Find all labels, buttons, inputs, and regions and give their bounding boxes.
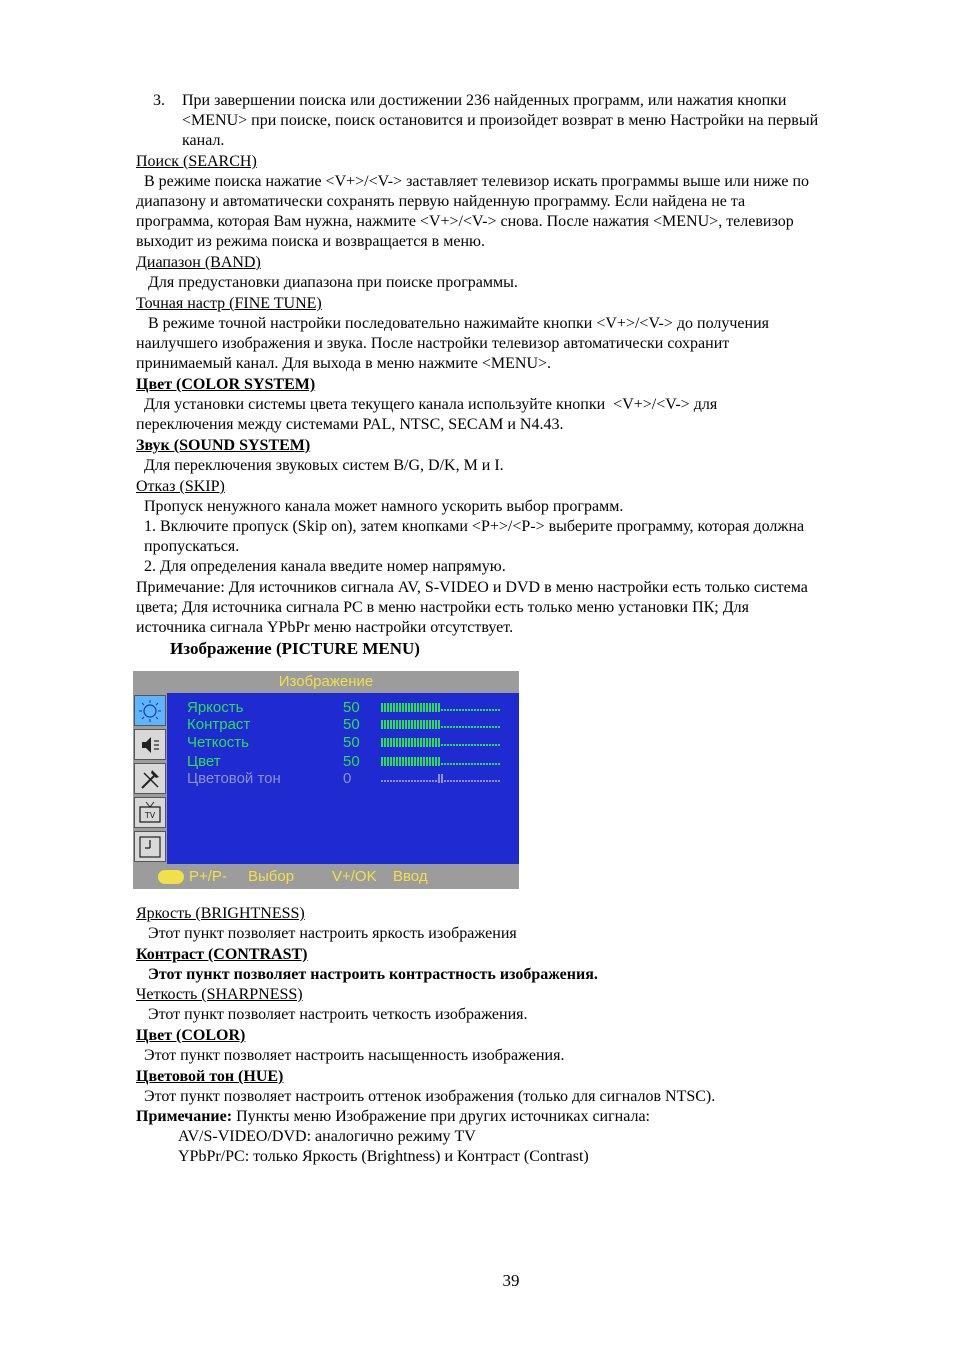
level-segment <box>414 703 416 712</box>
paragraph-line: Этот пункт позволяет настроить оттенок изображения (только для сигналов NTSC). <box>136 1088 716 1105</box>
level-segment <box>435 738 437 747</box>
level-dot <box>462 763 464 765</box>
osd-row-label: Цвет <box>187 753 221 770</box>
level-dot <box>444 744 446 746</box>
level-segment <box>387 738 389 747</box>
level-dot <box>498 744 500 746</box>
level-segment <box>402 757 404 766</box>
level-segment <box>417 703 419 712</box>
tab-settings[interactable] <box>134 763 166 794</box>
level-dot <box>483 744 485 746</box>
level-dot <box>498 780 500 782</box>
paragraph-line: В режиме поиска нажатие <V+>/<V-> заставляет телевизор искать программы выше или ниже по <box>136 173 810 190</box>
level-segment <box>432 738 434 747</box>
level-dot <box>444 780 446 782</box>
level-segment <box>435 757 437 766</box>
paragraph-line: диапазону и автоматически сохранять первую найденную программу. Если найдена не та <box>136 193 746 210</box>
level-dot <box>435 780 437 782</box>
paragraph-line: программа, которая Вам нужна, нажмите <V+>/<V-> снова. После нажатия <MENU>, телевизор <box>136 213 794 230</box>
note-line: Примечание: Для источников сигнала AV, S-VIDEO и DVD в меню настройки есть только система <box>136 579 808 596</box>
level-dot <box>474 726 476 728</box>
level-segment <box>417 720 419 729</box>
level-dot <box>441 763 443 765</box>
level-segment <box>408 703 410 712</box>
level-dot <box>465 780 467 782</box>
level-dot <box>471 744 473 746</box>
level-bar <box>381 703 499 713</box>
level-dot <box>387 780 389 782</box>
paragraph-line: Этот пункт позволяет настроить насыщенность изображения. <box>136 1047 565 1064</box>
level-segment <box>402 738 404 747</box>
level-dot <box>468 709 470 711</box>
tab-timer[interactable] <box>134 831 166 862</box>
level-dot <box>480 780 482 782</box>
level-segment <box>420 757 422 766</box>
level-bar <box>381 757 499 767</box>
level-dot <box>393 780 395 782</box>
level-dot <box>426 780 428 782</box>
level-segment <box>387 720 389 729</box>
paragraph-line: В режиме точной настройки последовательно нажимайте кнопки <V+>/<V-> до получения <box>136 315 769 332</box>
select-keys: P+/P- <box>189 868 227 885</box>
level-dot <box>483 763 485 765</box>
level-segment <box>411 738 413 747</box>
color-system-heading: Цвет (COLOR SYSTEM) <box>136 376 316 393</box>
level-dot <box>447 726 449 728</box>
level-segment <box>390 720 392 729</box>
level-segment <box>402 720 404 729</box>
level-dot <box>468 763 470 765</box>
level-dot <box>444 709 446 711</box>
level-segment <box>420 703 422 712</box>
clock-icon <box>138 835 162 859</box>
level-dot <box>489 709 491 711</box>
level-segment <box>438 774 440 783</box>
level-dot <box>411 780 413 782</box>
level-dot <box>486 726 488 728</box>
level-segment <box>423 738 425 747</box>
level-dot <box>498 726 500 728</box>
level-bar <box>381 738 499 748</box>
level-segment <box>411 757 413 766</box>
level-dot <box>489 763 491 765</box>
level-dot <box>471 709 473 711</box>
level-segment <box>438 738 440 747</box>
level-segment <box>384 720 386 729</box>
tab-tv[interactable] <box>134 797 166 828</box>
search-heading: Поиск (SEARCH) <box>136 153 257 170</box>
level-segment <box>399 738 401 747</box>
level-dot <box>495 744 497 746</box>
level-dot <box>498 763 500 765</box>
level-dot <box>498 709 500 711</box>
level-segment <box>381 720 383 729</box>
level-dot <box>450 709 452 711</box>
level-segment <box>411 703 413 712</box>
level-dot <box>450 744 452 746</box>
level-dot <box>477 726 479 728</box>
level-dot <box>492 763 494 765</box>
level-dot <box>459 780 461 782</box>
level-segment <box>426 738 428 747</box>
level-segment <box>426 703 428 712</box>
level-dot <box>468 780 470 782</box>
level-segment <box>441 774 443 783</box>
paragraph-line: Для предустановки диапазона при поиске программы. <box>136 274 518 291</box>
level-dot <box>444 763 446 765</box>
level-dot <box>465 763 467 765</box>
paragraph-line: переключения между системами PAL, NTSC, SECAM и N4.43. <box>136 416 564 433</box>
note-line: AV/S-VIDEO/DVD: аналогично режиму TV <box>178 1128 476 1145</box>
level-segment <box>381 757 383 766</box>
level-segment <box>399 720 401 729</box>
level-dot <box>441 709 443 711</box>
level-segment <box>393 720 395 729</box>
color-heading: Цвет (COLOR) <box>136 1027 246 1044</box>
page-number: 39 <box>502 1271 520 1290</box>
level-dot <box>492 744 494 746</box>
level-segment <box>393 757 395 766</box>
level-dot <box>453 726 455 728</box>
paragraph-line: 1. Включите пропуск (Skip on), затем кнопками <P+>/<P-> выберите программу, которая должна <box>136 518 805 535</box>
level-segment <box>414 738 416 747</box>
level-segment <box>384 738 386 747</box>
osd-main-panel <box>167 693 519 864</box>
level-segment <box>432 720 434 729</box>
ok-button-icon <box>158 870 184 884</box>
select-label: Выбор <box>248 868 295 885</box>
osd-row[interactable] <box>187 770 507 788</box>
level-segment <box>420 720 422 729</box>
settings-icon <box>138 767 162 791</box>
level-dot <box>489 744 491 746</box>
level-segment <box>396 703 398 712</box>
level-dot <box>447 780 449 782</box>
level-dot <box>447 744 449 746</box>
level-dot <box>381 780 383 782</box>
level-dot <box>399 780 401 782</box>
level-dot <box>474 744 476 746</box>
level-dot <box>489 780 491 782</box>
paragraph-line: Этот пункт позволяет настроить яркость изображения <box>136 925 517 942</box>
level-dot <box>474 780 476 782</box>
level-dot <box>486 763 488 765</box>
level-dot <box>390 780 392 782</box>
osd-row-label: Четкость <box>187 734 249 751</box>
level-dot <box>462 780 464 782</box>
level-dot <box>384 780 386 782</box>
level-dot <box>459 744 461 746</box>
svg-text:TV: TV <box>144 811 156 820</box>
level-segment <box>387 703 389 712</box>
level-dot <box>453 744 455 746</box>
level-segment <box>429 738 431 747</box>
osd-row-value: 50 <box>343 734 360 751</box>
level-dot <box>486 780 488 782</box>
level-bar <box>381 720 499 730</box>
level-dot <box>462 726 464 728</box>
level-segment <box>390 703 392 712</box>
level-dot <box>456 726 458 728</box>
level-segment <box>402 703 404 712</box>
level-dot <box>465 709 467 711</box>
level-dot <box>396 780 398 782</box>
paragraph-line: Пропуск ненужного канала может намного ускорить выбор программ. <box>136 498 624 515</box>
level-dot <box>414 780 416 782</box>
level-dot <box>465 726 467 728</box>
level-dot <box>468 726 470 728</box>
level-dot <box>471 780 473 782</box>
level-segment <box>405 703 407 712</box>
level-dot <box>450 763 452 765</box>
paragraph-line: пропускаться. <box>136 538 240 555</box>
enter-label: Ввод <box>393 868 428 885</box>
level-segment <box>414 757 416 766</box>
level-dot <box>441 744 443 746</box>
level-dot <box>495 763 497 765</box>
level-segment <box>408 738 410 747</box>
level-segment <box>393 738 395 747</box>
level-dot <box>492 709 494 711</box>
level-dot <box>447 763 449 765</box>
level-dot <box>402 780 404 782</box>
level-dot <box>486 709 488 711</box>
level-dot <box>474 709 476 711</box>
level-dot <box>450 726 452 728</box>
osd-row[interactable] <box>187 716 507 734</box>
sound-icon <box>138 733 162 757</box>
contrast-heading: Контраст (CONTRAST) <box>136 946 308 963</box>
level-dot <box>495 726 497 728</box>
tv-icon <box>138 801 162 825</box>
level-dot <box>477 763 479 765</box>
level-dot <box>408 780 410 782</box>
level-dot <box>450 780 452 782</box>
level-segment <box>438 720 440 729</box>
level-segment <box>405 757 407 766</box>
level-segment <box>405 738 407 747</box>
note-label: Примечание: <box>136 1108 233 1125</box>
level-segment <box>414 720 416 729</box>
level-dot <box>456 709 458 711</box>
osd-row-label: Цветовой тон <box>187 770 281 787</box>
level-segment <box>408 720 410 729</box>
level-dot <box>423 780 425 782</box>
level-dot <box>477 744 479 746</box>
level-segment <box>387 757 389 766</box>
level-dot <box>462 709 464 711</box>
level-dot <box>456 763 458 765</box>
level-segment <box>435 720 437 729</box>
level-dot <box>456 780 458 782</box>
level-segment <box>408 757 410 766</box>
level-segment <box>396 720 398 729</box>
level-dot <box>459 709 461 711</box>
paragraph-line: Этот пункт позволяет настроить четкость изображения. <box>136 1006 528 1023</box>
level-dot <box>480 726 482 728</box>
enter-keys: V+/OK <box>332 868 377 885</box>
level-segment <box>429 720 431 729</box>
level-segment <box>423 720 425 729</box>
level-dot <box>432 780 434 782</box>
level-dot <box>480 763 482 765</box>
paragraph-line: наилучшего изображения и звука. После настройки телевизор автоматически сохранит <box>136 335 730 352</box>
level-segment <box>384 703 386 712</box>
level-segment <box>420 738 422 747</box>
paragraph-line: Для установки системы цвета текущего канала используйте кнопки <V+>/<V-> для <box>136 396 718 413</box>
level-dot <box>495 709 497 711</box>
level-dot <box>405 780 407 782</box>
level-segment <box>381 703 383 712</box>
osd-row[interactable] <box>187 753 507 771</box>
list-item-line: <MENU> при поиске, поиск остановится и произойдет возврат в меню Настройки на первый <box>182 112 819 129</box>
osd-row-label: Контраст <box>187 716 251 733</box>
fine-tune-heading: Точная настр (FINE TUNE) <box>136 295 322 312</box>
level-segment <box>417 757 419 766</box>
level-segment <box>432 703 434 712</box>
level-dot <box>420 780 422 782</box>
level-dot <box>429 780 431 782</box>
level-dot <box>495 780 497 782</box>
level-dot <box>486 744 488 746</box>
brightness-heading: Яркость (BRIGHTNESS) <box>136 905 305 922</box>
level-segment <box>390 738 392 747</box>
level-dot <box>471 726 473 728</box>
level-dot <box>483 780 485 782</box>
level-dot <box>483 709 485 711</box>
note-line <box>136 1107 650 1127</box>
level-segment <box>429 703 431 712</box>
paragraph-line: 2. Для определения канала введите номер напрямую. <box>136 558 506 575</box>
level-dot <box>453 763 455 765</box>
level-segment <box>423 757 425 766</box>
list-number: 3. <box>153 92 165 109</box>
level-segment <box>396 757 398 766</box>
level-segment <box>423 703 425 712</box>
paragraph-line: Этот пункт позволяет настроить контрастность изображения. <box>136 966 598 983</box>
level-dot <box>417 780 419 782</box>
level-dot <box>480 744 482 746</box>
level-dot <box>453 709 455 711</box>
level-bar <box>381 774 499 784</box>
level-segment <box>393 703 395 712</box>
osd-row-value: 50 <box>343 753 360 770</box>
level-dot <box>474 763 476 765</box>
level-dot <box>477 780 479 782</box>
level-dot <box>483 726 485 728</box>
level-segment <box>417 738 419 747</box>
level-segment <box>405 720 407 729</box>
level-segment <box>429 757 431 766</box>
level-dot <box>462 744 464 746</box>
level-dot <box>471 763 473 765</box>
osd-row[interactable] <box>187 699 507 717</box>
osd-row-value: 50 <box>343 699 360 716</box>
list-item-line: канал. <box>182 132 225 149</box>
band-heading: Диапазон (BAND) <box>136 254 261 271</box>
osd-row-label: Яркость <box>187 699 244 716</box>
level-dot <box>459 726 461 728</box>
level-segment <box>381 738 383 747</box>
note-text: Пункты меню Изображение при других источниках сигнала: <box>232 1108 650 1125</box>
sharpness-heading: Четкость (SHARPNESS) <box>136 986 303 1003</box>
level-dot <box>465 744 467 746</box>
level-dot <box>444 726 446 728</box>
osd-title: Изображение <box>278 673 374 690</box>
osd-row[interactable] <box>187 734 507 752</box>
level-dot <box>492 726 494 728</box>
level-dot <box>480 709 482 711</box>
sound-system-heading: Звук (SOUND SYSTEM) <box>136 437 311 454</box>
tab-sound[interactable] <box>134 729 166 760</box>
level-segment <box>426 720 428 729</box>
level-dot <box>456 744 458 746</box>
list-item-line: При завершении поиска или достижении 236 найденных программ, или нажатия кнопки <box>182 92 787 109</box>
paragraph-line: Для переключения звуковых систем B/G, D/K, M и I. <box>136 457 504 474</box>
level-segment <box>384 757 386 766</box>
level-segment <box>399 703 401 712</box>
level-segment <box>438 757 440 766</box>
level-dot <box>477 709 479 711</box>
hue-heading: Цветовой тон (HUE) <box>136 1068 284 1085</box>
level-segment <box>426 757 428 766</box>
level-dot <box>441 726 443 728</box>
level-segment <box>432 757 434 766</box>
note-line: YPbPr/PC: только Яркость (Brightness) и Контраст (Contrast) <box>178 1148 589 1165</box>
osd-footer <box>133 864 519 889</box>
level-segment <box>399 757 401 766</box>
picture-icon <box>138 699 162 723</box>
paragraph-line: принимаемый канал. Для выхода в меню нажмите <MENU>. <box>136 355 552 372</box>
level-dot <box>459 763 461 765</box>
level-dot <box>489 726 491 728</box>
note-line: цвета; Для источника сигнала PC в меню настройки есть только меню установки ПК; Для <box>136 599 750 616</box>
osd-picture-menu <box>133 671 519 889</box>
level-segment <box>396 738 398 747</box>
level-segment <box>438 703 440 712</box>
osd-row-value: 0 <box>343 770 352 787</box>
level-segment <box>390 757 392 766</box>
picture-menu-heading: Изображение (PICTURE MENU) <box>170 639 420 658</box>
level-segment <box>411 720 413 729</box>
level-segment <box>435 703 437 712</box>
level-dot <box>492 780 494 782</box>
paragraph-line: выходит из режима поиска и возвращается в меню. <box>136 233 485 250</box>
note-line: источника сигнала YPbPr меню настройки отсутствует. <box>136 619 514 636</box>
level-dot <box>447 709 449 711</box>
osd-row-value: 50 <box>343 716 360 733</box>
skip-heading: Отказ (SKIP) <box>136 478 225 495</box>
tab-picture[interactable] <box>134 695 166 726</box>
level-dot <box>453 780 455 782</box>
level-dot <box>468 744 470 746</box>
